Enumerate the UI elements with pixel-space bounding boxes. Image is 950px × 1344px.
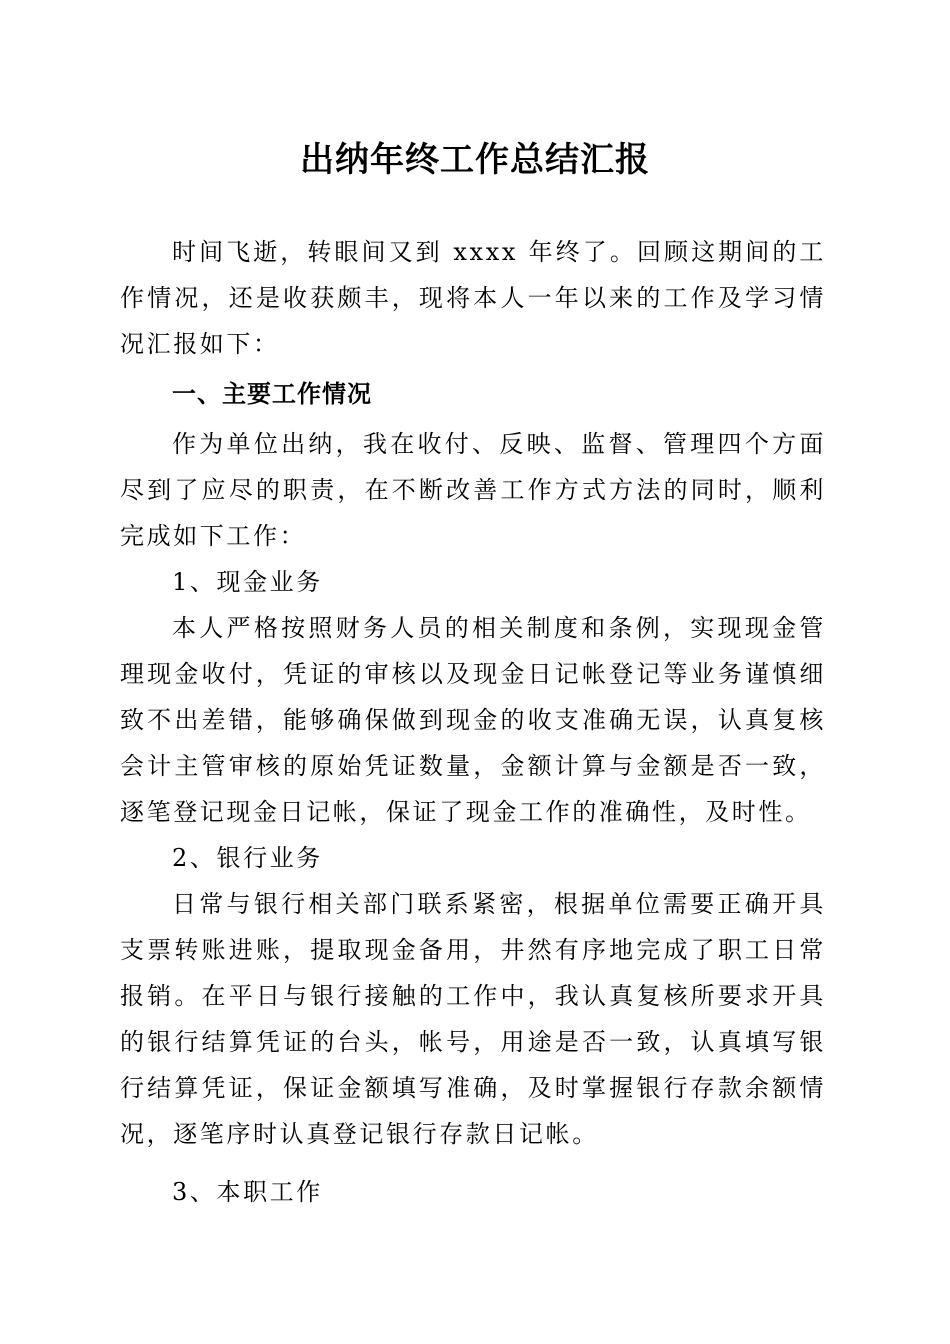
spacer [120,1157,826,1169]
intro-paragraph: 时间飞逝，转眼间又到 xxxx 年终了。回顾这期间的工作情况，还是收获颇丰，现将本人一年以来的工作及学习情况汇报如下： [120,238,826,358]
document-body [120,229,826,1215]
subheading-cash-business: 1、现金业务 [172,568,323,596]
paragraph-cash-business: 本人严格按照财务人员的相关制度和条例，实现现金管理现金收付，凭证的审核以及现金日记帐登记等业务谨慎细致不出差错，能够确保做到现金的收支准确无误，认真复核会计主管审核的原始凭证数量，金额计算与金额是否一致，逐笔登记现金日记帐，保证了现金工作的准确性，及时性。 [120,614,826,826]
section-paragraph-main-work: 作为单位出纳，我在收付、反映、监督、管理四个方面尽到了应尽的职责，在不断改善工作方式方法的同时，顺利完成如下工作： [120,430,826,550]
subheading-own-duties: 3、本职工作 [172,1178,323,1206]
subheading-bank-business: 2、银行业务 [172,844,323,872]
section-heading-main-work: 一、主要工作情况 [172,380,372,408]
document-title: 出纳年终工作总结汇报 [300,140,650,180]
paragraph-bank-business: 日常与银行相关部门联系紧密，根据单位需要正确开具支票转账进账，提取现金备用，井然有序地完成了职工日常报销。在平日与银行接触的工作中，我认真复核所要求开具的银行结算凭证的台头，帐号，用途是否一致，认真填写银行结算凭证，保证金额填写准确，及时掌握银行存款余额情况，逐笔序时认真登记银行存款日记帐。 [120,890,826,1148]
